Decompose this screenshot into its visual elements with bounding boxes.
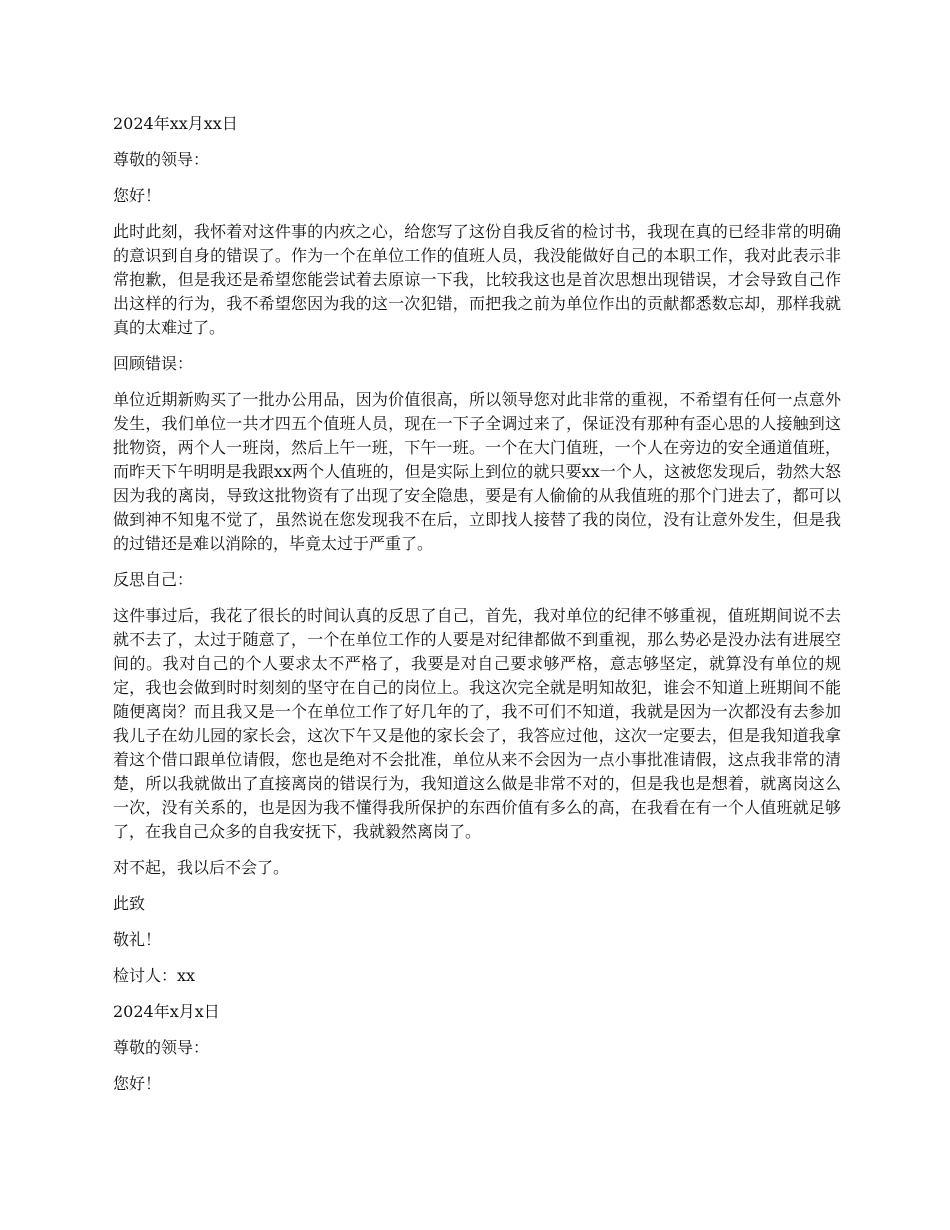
date-top: 2024年xx月xx日 — [113, 114, 238, 133]
salutation-2: 尊敬的领导： — [113, 1038, 210, 1057]
document-body — [113, 112, 841, 1108]
closing-line-2: 敬礼！ — [113, 930, 162, 949]
signature: 检讨人：xx — [113, 966, 196, 985]
intro-paragraph: 此时此刻，我怀着对这件事的内疚之心，给您写了这份自我反省的检讨书，我现在真的已经非常的明确的意识到自身的错误了。作为一个在单位工作的值班人员，我没能做好自己的本职工作，我对此表示非常抱歉，但是我还是希望您能尝试着去原谅一下我，比较我这也是首次思想出现错误，才会导致自己作出这样的行为，我不希望您因为我的这一次犯错，而把我之前为单位作出的贡献都悉数忘却，那样我就真的太难过了。 — [113, 222, 841, 337]
greeting-2: 您好！ — [113, 1074, 162, 1093]
reflection-paragraph: 这件事过后，我花了很长的时间认真的反思了自己，首先，我对单位的纪律不够重视，值班期间说不去就不去了，太过于随意了，一个在单位工作的人要是对纪律都做不到重视，那么势必是没办法有进展空间的。我对自己的个人要求太不严格了，我要是对自己要求够严格，意志够坚定，就算没有单位的规定，我也会做到时时刻刻的坚守在自己的岗位上。我这次完全就是明知故犯，谁会不知道上班期间不能随便离岗？而且我又是一个在单位工作了好几年的了，我不可们不知道，我就是因为一次都没有去参加我儿子在幼儿园的家长会，这次下午又是他的家长会了，我答应过他，这次一定要去，但是我知道我拿着这个借口跟单位请假，您也是绝对不会批准，单位从来不会因为一点小事批准请假，这点我非常的清楚，所以我就做出了直接离岗的错误行为，我知道这么做是非常不对的，但是我也是想着，就离岗这么一次，没有关系的，也是因为我不懂得我所保护的东西价值有多么的高，在我看在有一个人值班就足够了，在我自己众多的自我安抚下，我就毅然离岗了。 — [113, 606, 841, 841]
apology-line: 对不起，我以后不会了。 — [113, 858, 290, 877]
closing-line-1: 此致 — [113, 894, 146, 913]
review-paragraph: 单位近期新购买了一批办公用品，因为价值很高，所以领导您对此非常的重视，不希望有任何一点意外发生，我们单位一共才四五个值班人员，现在一下子全调过来了，保证没有那种有歪心思的人接触到这批物资，两个人一班岗，然后上午一班，下午一班。一个在大门值班，一个人在旁边的安全通道值班，而昨天下午明明是我跟xx两个人值班的，但是实际上到位的就只要xx一个人，这被您发现后，勃然大怒因为我的离岗，导致这批物资有了出现了安全隐患，要是有人偷偷的从我值班的那个门进去了，都可以做到神不知鬼不觉了，虽然说在您发现我不在后，立即找人接替了我的岗位，没有让意外发生，但是我的过错还是难以消除的，毕竟太过于严重了。 — [113, 390, 841, 553]
date-bottom: 2024年x月x日 — [113, 1002, 220, 1021]
greeting: 您好！ — [113, 186, 162, 205]
salutation: 尊敬的领导： — [113, 150, 210, 169]
section-title-reflection: 反思自己： — [113, 570, 194, 589]
section-title-review: 回顾错误： — [113, 354, 194, 373]
